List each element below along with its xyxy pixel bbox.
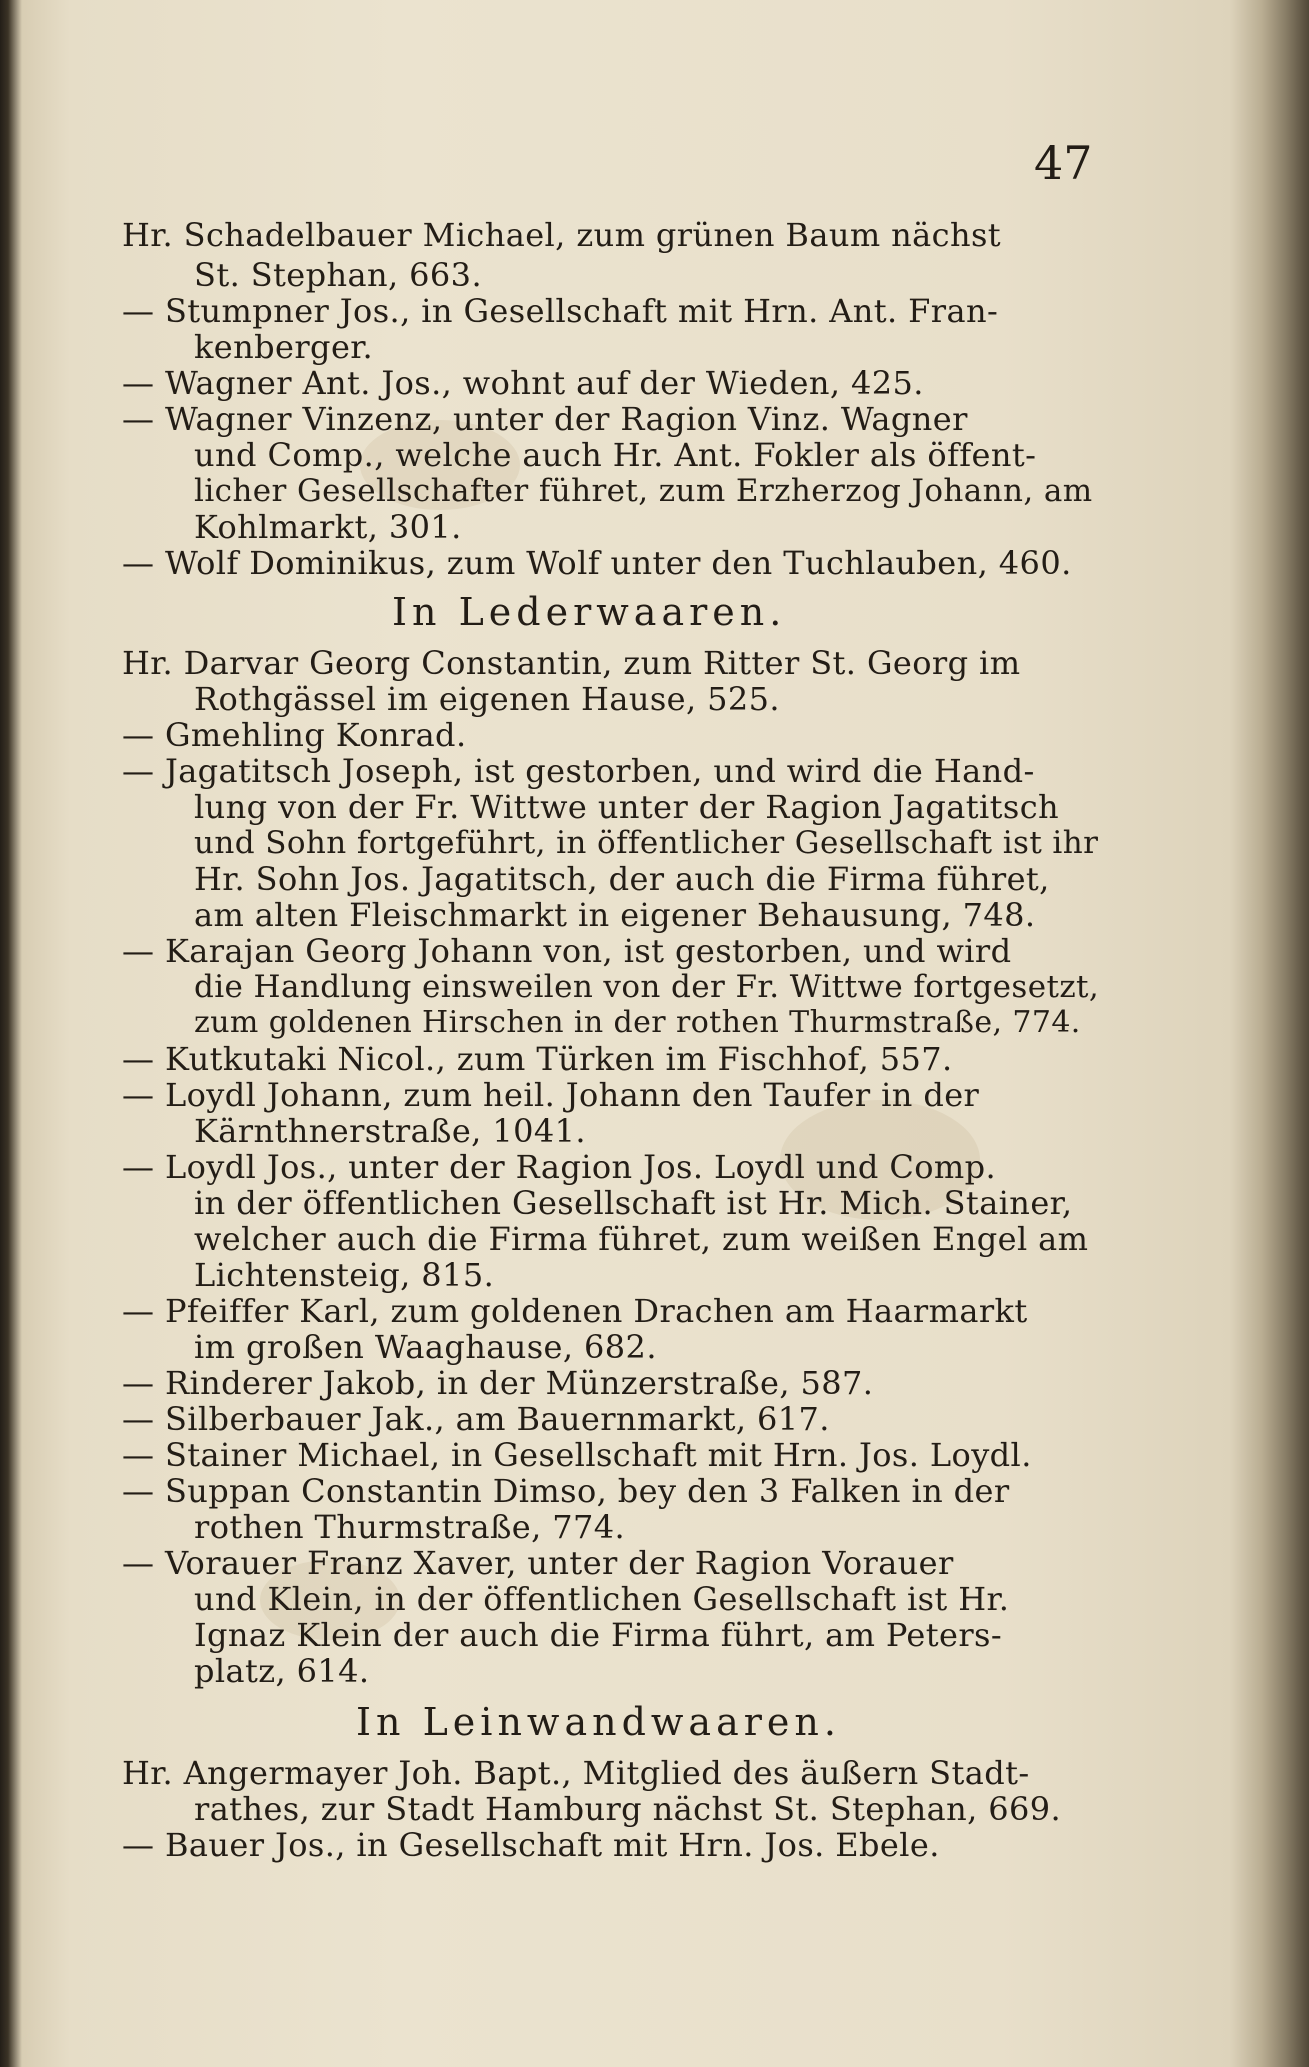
entry-line: und Sohn fortgeführt, in öffentlicher Gesellschaft ist ihr — [194, 825, 1099, 861]
entry-line: — Kutkutaki Nicol., zum Türken im Fischhof, 557. — [122, 1040, 953, 1078]
entry-line: rothen Thurmstraße, 774. — [194, 1508, 626, 1546]
entry-line: — Wagner Vinzenz, unter der Ragion Vinz. Wagner — [122, 400, 968, 438]
entry-line: — Vorauer Franz Xaver, unter der Ragion Vorauer — [122, 1544, 954, 1582]
entry-line: — Wagner Ant. Jos., wohnt auf der Wieden, 425. — [122, 364, 924, 402]
entry-line: — Bauer Jos., in Gesellschaft mit Hrn. Jos. Ebele. — [122, 1826, 940, 1864]
entry-line: welcher auch die Firma führet, zum weißen Engel am — [194, 1220, 1089, 1258]
section-heading: In Leinwandwaaren. — [356, 1700, 841, 1744]
entry-line: Hr. Sohn Jos. Jagatitsch, der auch die Firma führet, — [194, 860, 1050, 898]
entry-line: Lichtensteig, 815. — [194, 1256, 495, 1294]
entry-line: — Loydl Jos., unter der Ragion Jos. Loydl und Comp. — [122, 1148, 997, 1186]
entry-line: Kärnthnerstraße, 1041. — [194, 1112, 586, 1150]
entry-line: rathes, zur Stadt Hamburg nächst St. Stephan, 669. — [194, 1790, 1062, 1828]
entry-line: kenberger. — [194, 328, 374, 366]
entry-line: Hr. Darvar Georg Constantin, zum Ritter St. Georg im — [122, 644, 1021, 682]
entry-line: Hr. Schadelbauer Michael, zum grünen Baum nächst — [122, 216, 1002, 254]
entry-line: Ignaz Klein der auch die Firma führt, am Peters- — [194, 1616, 1003, 1654]
entry-line: — Stainer Michael, in Gesellschaft mit Hrn. Jos. Loydl. — [122, 1436, 1032, 1474]
section-heading: In Lederwaaren. — [392, 590, 787, 634]
entry-line: — Jagatitsch Joseph, ist gestorben, und wird die Hand- — [122, 752, 1035, 790]
entry-line: in der öffentlichen Gesellschaft ist Hr. Mich. Stainer, — [194, 1184, 1073, 1222]
entry-line: die Handlung einsweilen von der Fr. Wittwe fortgesetzt, — [194, 969, 1100, 1005]
entry-line: — Gmehling Konrad. — [122, 716, 467, 754]
entry-line: licher Gesellschafter führet, zum Erzherzog Johann, am — [194, 473, 1093, 509]
entry-line: — Pfeiffer Karl, zum goldenen Drachen am Haarmarkt — [122, 1292, 1028, 1330]
entry-line: — Stumpner Jos., in Gesellschaft mit Hrn. Ant. Fran- — [122, 292, 999, 330]
entry-line: Hr. Angermayer Joh. Bapt., Mitglied des äußern Stadt- — [122, 1754, 1030, 1792]
entry-line: zum goldenen Hirschen in der rothen Thurmstraße, 774. — [194, 1005, 1081, 1040]
entry-line: — Loydl Johann, zum heil. Johann den Taufer in der — [122, 1076, 980, 1114]
entry-line: Rothgässel im eigenen Hause, 525. — [194, 680, 780, 718]
page-number: 47 — [1034, 136, 1093, 190]
entry-line: — Silberbauer Jak., am Bauernmarkt, 617. — [122, 1400, 830, 1438]
entry-line: Kohlmarkt, 301. — [194, 508, 462, 546]
entry-line: St. Stephan, 663. — [194, 256, 483, 294]
entry-line: — Suppan Constantin Dimso, bey den 3 Falken in der — [122, 1472, 1010, 1510]
entry-line: lung von der Fr. Wittwe unter der Ragion Jagatitsch — [194, 788, 1060, 826]
entry-line: platz, 614. — [194, 1652, 370, 1690]
entry-line: im großen Waaghause, 682. — [194, 1328, 657, 1366]
entry-line: und Comp., welche auch Hr. Ant. Fokler als öffent- — [194, 436, 1037, 474]
entry-line: — Karajan Georg Johann von, ist gestorben, und wird — [122, 932, 1012, 970]
entry-line: und Klein, in der öffentlichen Gesellschaft ist Hr. — [194, 1580, 1010, 1618]
entry-line: — Wolf Dominikus, zum Wolf unter den Tuchlauben, 460. — [122, 544, 1072, 582]
entry-line: — Rinderer Jakob, in der Münzerstraße, 587. — [122, 1364, 874, 1402]
entry-line: am alten Fleischmarkt in eigener Behausung, 748. — [194, 896, 1036, 934]
